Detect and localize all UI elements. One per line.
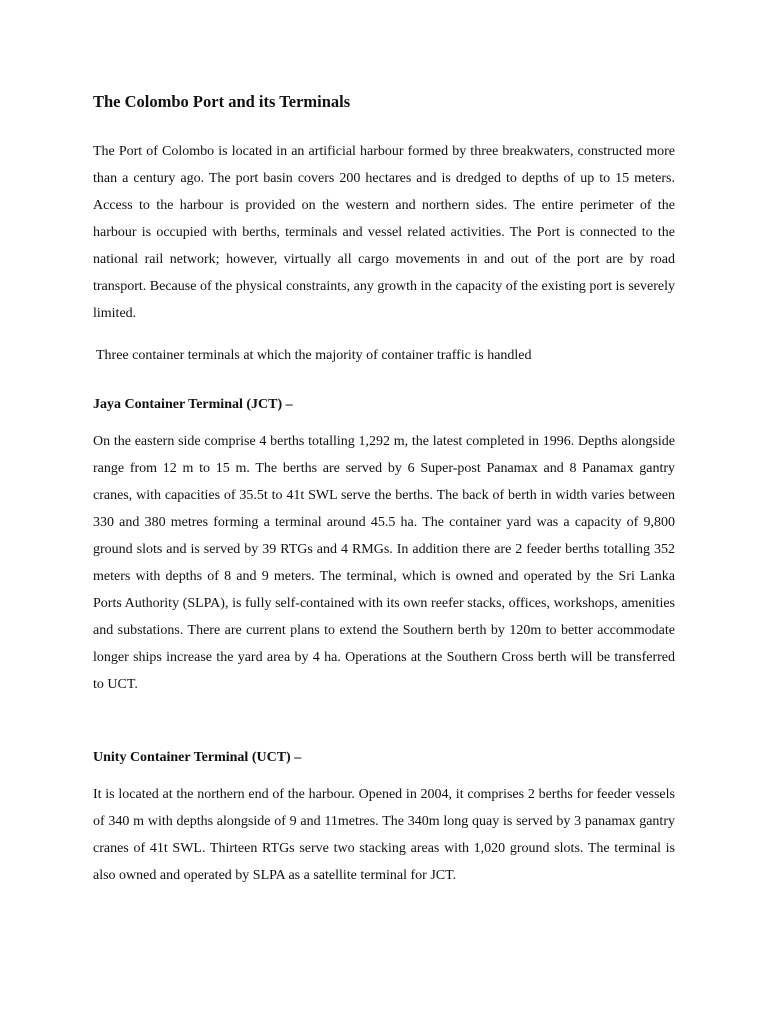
terminals-intro: Three container terminals at which the majority of container traffic is handled: [96, 348, 532, 363]
document-title: The Colombo Port and its Terminals: [93, 92, 351, 111]
jct-heading: Jaya Container Terminal (JCT) –: [93, 397, 293, 412]
uct-heading: Unity Container Terminal (UCT) –: [93, 750, 302, 765]
jct-paragraph: On the eastern side comprise 4 berths totalling 1,292 m, the latest completed in 1996. Depths alongside range from 12 m to 15 m. The berths are served by 6 Super-post Panamax and 8 Panamax gantry cranes, with capacities of 35.5t to 41t SWL serve the berths. The back of berth in width varies between 330 and 380 metres forming a terminal around 45.5 ha. The container yard was a capacity of 9,800 ground slots and is served by 39 RTGs and 4 RMGs. In addition there are 2 feeder berths totalling 352 meters with depths of 8 and 9 meters. The terminal, which is owned and operated by the Sri Lanka Ports Authority (SLPA), is fully self-contained with its own reefer stacks, offices, workshops, amenities and substations. There are current plans to extend the Southern berth by 120m to better accommodate longer ships increase the yard area by 4 ha. Operations at the Southern Cross berth will be transferred to UCT.: [93, 434, 675, 692]
intro-paragraph: The Port of Colombo is located in an artificial harbour formed by three breakwaters, constructed more than a century ago. The port basin covers 200 hectares and is dredged to depths of up to 15 meters. Access to the harbour is provided on the western and northern sides. The entire perimeter of the harbour is occupied with berths, terminals and vessel related activities. The Port is connected to the national rail network; however, virtually all cargo movements in and out of the port are by road transport. Because of the physical constraints, any growth in the capacity of the existing port is severely limited.: [93, 144, 675, 321]
uct-paragraph: It is located at the northern end of the harbour. Opened in 2004, it comprises 2 berths for feeder vessels of 340 m with depths alongside of 9 and 11metres. The 340m long quay is served by 3 panamax gantry cranes of 41t SWL. Thirteen RTGs serve two stacking areas with 1,020 ground slots. The terminal is also owned and operated by SLPA as a satellite terminal for JCT.: [93, 787, 675, 883]
